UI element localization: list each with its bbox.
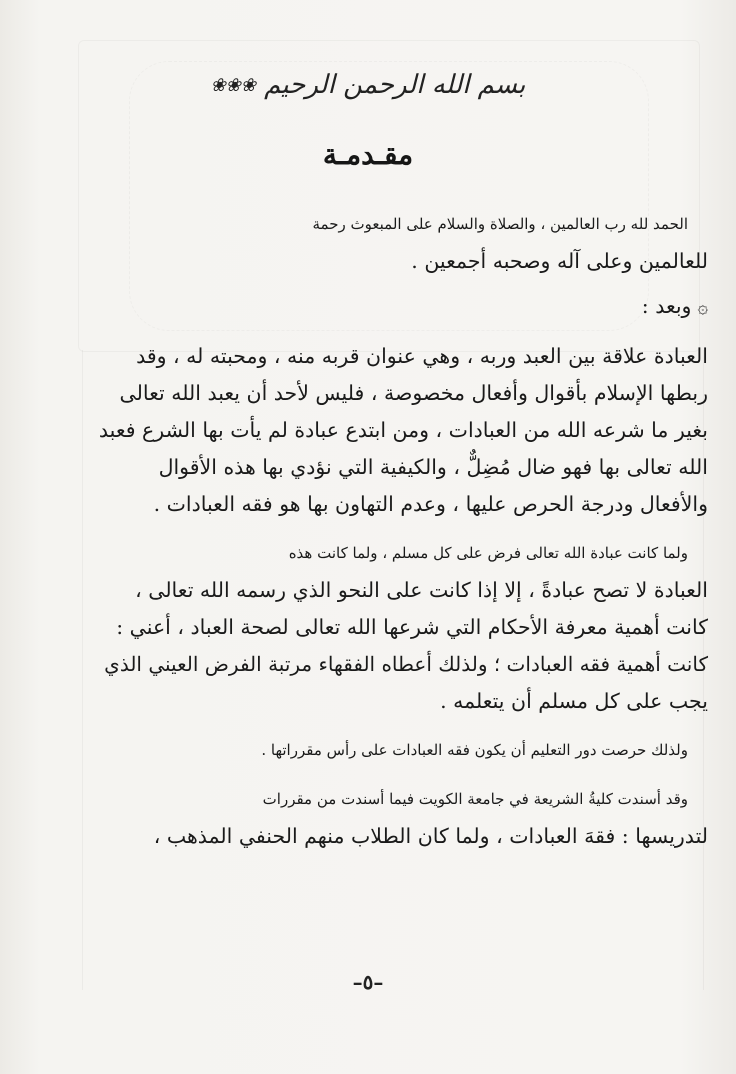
paragraph: [92, 338, 708, 523]
page-title: مقـدمـة: [322, 138, 414, 171]
paragraph: [92, 781, 708, 855]
text-line: ربطها الإسلام بأقوال وأفعال مخصوصة ، فليس لأحد أن يعبد الله تعالى: [119, 381, 708, 405]
text-line: ۞وبعد :: [641, 294, 708, 318]
ornament-icon: ❀❀❀: [210, 75, 256, 96]
paragraph: [92, 288, 708, 326]
body-text: [92, 206, 708, 855]
text-line: يجب على كل مسلم أن يتعلمه .: [440, 689, 708, 713]
basmala-calligraphy: [0, 72, 736, 98]
page-number: –٥–: [352, 970, 384, 994]
text-line: الله تعالى بها فهو ضال مُضِلٌّ ، والكيفية التي نؤدي بها هذه الأقوال: [158, 455, 708, 479]
text-line: كانت أهمية فقه العبادات ؛ ولذلك أعطاه الفقهاء مرتبة الفرض العيني الذي: [104, 652, 708, 676]
paragraph: [92, 206, 708, 280]
text-line: العبادة علاقة بين العبد وربه ، وهي عنوان قربه منه ، ومحبته له ، وقد: [136, 344, 708, 368]
basmala-text: بسم الله الرحمن الرحيم: [264, 70, 526, 100]
text-line: العبادة لا تصح عبادةً ، إلا إذا كانت على النحو الذي رسمه الله تعالى ،: [135, 578, 708, 602]
flower-ornament-icon: ۞: [697, 297, 708, 318]
text-line: كانت أهمية معرفة الأحكام التي شرعها الله تعالى لصحة العباد ، أعني :: [116, 615, 708, 639]
paragraph: [92, 535, 708, 720]
text-line: للعالمين وعلى آله وصحبه أجمعين .: [411, 249, 708, 273]
text-line: والأفعال ودرجة الحرص عليها ، وعدم التهاون بها هو فقه العبادات .: [153, 492, 708, 516]
text-line: لتدريسها : فقهَ العبادات ، ولما كان الطلاب منهم الحنفي المذهب ،: [153, 824, 708, 848]
text-line: وقد أسندت كليةُ الشريعة في جامعة الكويت فيما أسندت من مقررات: [262, 790, 688, 808]
text-line: ولما كانت عبادة الله تعالى فرض على كل مسلم ، ولما كانت هذه: [288, 544, 688, 562]
paragraph: [92, 732, 708, 769]
text-line: ولذلك حرصت دور التعليم أن يكون فقه العبادات على رأس مقرراتها .: [261, 741, 688, 759]
text-line: بغير ما شرعه الله من العبادات ، ومن ابتدع عبادة لم يأت بها الشرع فعبد: [98, 418, 708, 442]
text-line: الحمد لله رب العالمين ، والصلاة والسلام على المبعوث رحمة: [312, 215, 688, 233]
